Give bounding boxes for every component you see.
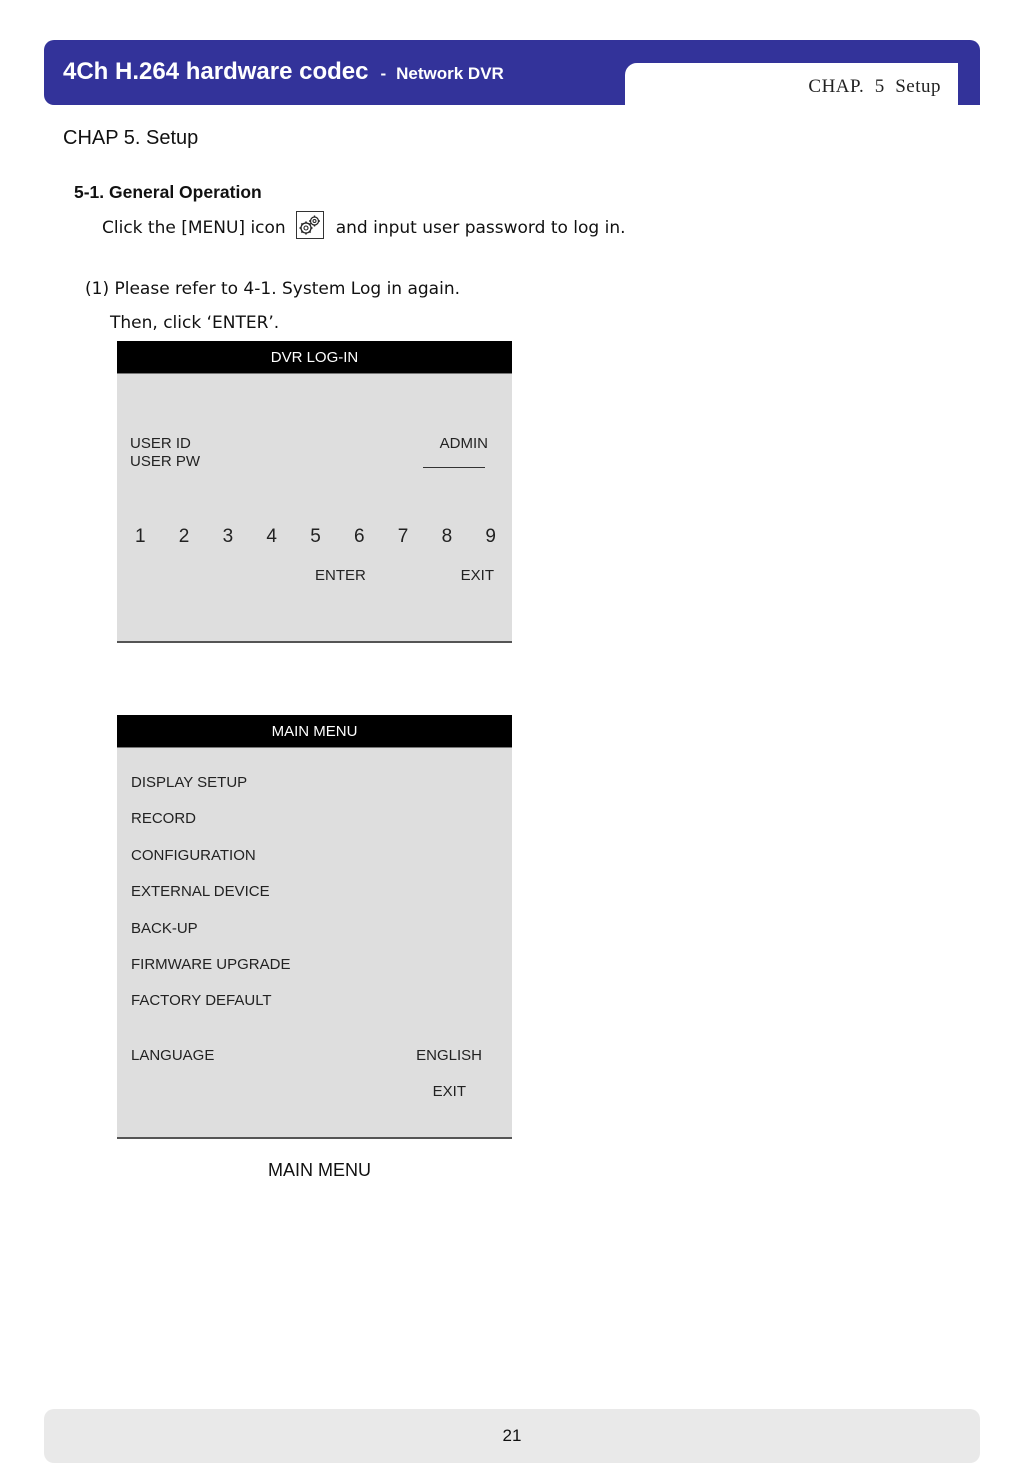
digit-key[interactable]: 5 [310,526,321,547]
product-subtitle: Network DVR [396,64,504,83]
digit-key[interactable]: 9 [485,526,496,547]
digit-key[interactable]: 4 [266,526,277,547]
login-title-bar: DVR LOG-IN [117,341,512,374]
intro-after-icon: and input user password to log in. [335,218,626,238]
main-menu-title-bar: MAIN MENU [117,715,512,748]
menu-exit-button[interactable]: EXIT [432,1083,466,1100]
digit-key[interactable]: 3 [222,526,234,547]
digit-key[interactable]: 8 [441,526,453,547]
digit-key[interactable]: 6 [353,526,365,547]
menu-item-configuration[interactable]: CONFIGURATION [131,847,256,864]
section-title: 5-1. General Operation [74,182,262,202]
page-footer [44,1409,980,1463]
menu-item-external-device[interactable]: EXTERNAL DEVICE [131,883,270,900]
header-title [63,58,504,86]
language-select[interactable]: ENGLISH [416,1047,482,1064]
menu-item-factory-default[interactable]: FACTORY DEFAULT [131,992,272,1009]
main-menu-screen [117,715,512,1139]
intro-text [102,217,626,239]
user-pw-field[interactable] [423,467,485,468]
gears-icon [296,211,324,239]
digit-keypad [135,526,496,548]
login-screen [117,341,512,643]
menu-item-display-setup[interactable]: DISPLAY SETUP [131,774,248,791]
product-name: 4Ch H.264 hardware codec [63,58,369,85]
user-pw-label: USER PW [130,453,201,470]
step-1: (1) Please refer to 4-1. System Log in again. [85,279,461,299]
user-id-value[interactable]: ADMIN [439,435,488,452]
menu-item-record[interactable]: RECORD [131,810,197,827]
title-separator: - [380,64,387,83]
chapter-tab [625,63,958,106]
menu-item-back-up[interactable]: BACK-UP [131,920,198,937]
digit-key[interactable]: 7 [397,526,409,547]
user-id-label: USER ID [130,435,191,452]
page-number: 21 [502,1426,522,1445]
intro-before-icon: Click the [MENU] icon [102,218,286,238]
digit-key[interactable]: 2 [178,526,190,547]
step-1-then: Then, click ‘ENTER’. [110,313,280,333]
language-label: LANGUAGE [131,1047,215,1064]
enter-button[interactable]: ENTER [315,567,366,584]
menu-item-firmware-upgrade[interactable]: FIRMWARE UPGRADE [131,956,291,973]
figure-caption: MAIN MENU [268,1160,371,1180]
page-heading: CHAP 5. Setup [63,127,199,149]
exit-button[interactable]: EXIT [460,567,494,584]
chapter-tab-label: CHAP. 5 Setup [808,76,941,97]
digit-key[interactable]: 1 [135,526,146,547]
